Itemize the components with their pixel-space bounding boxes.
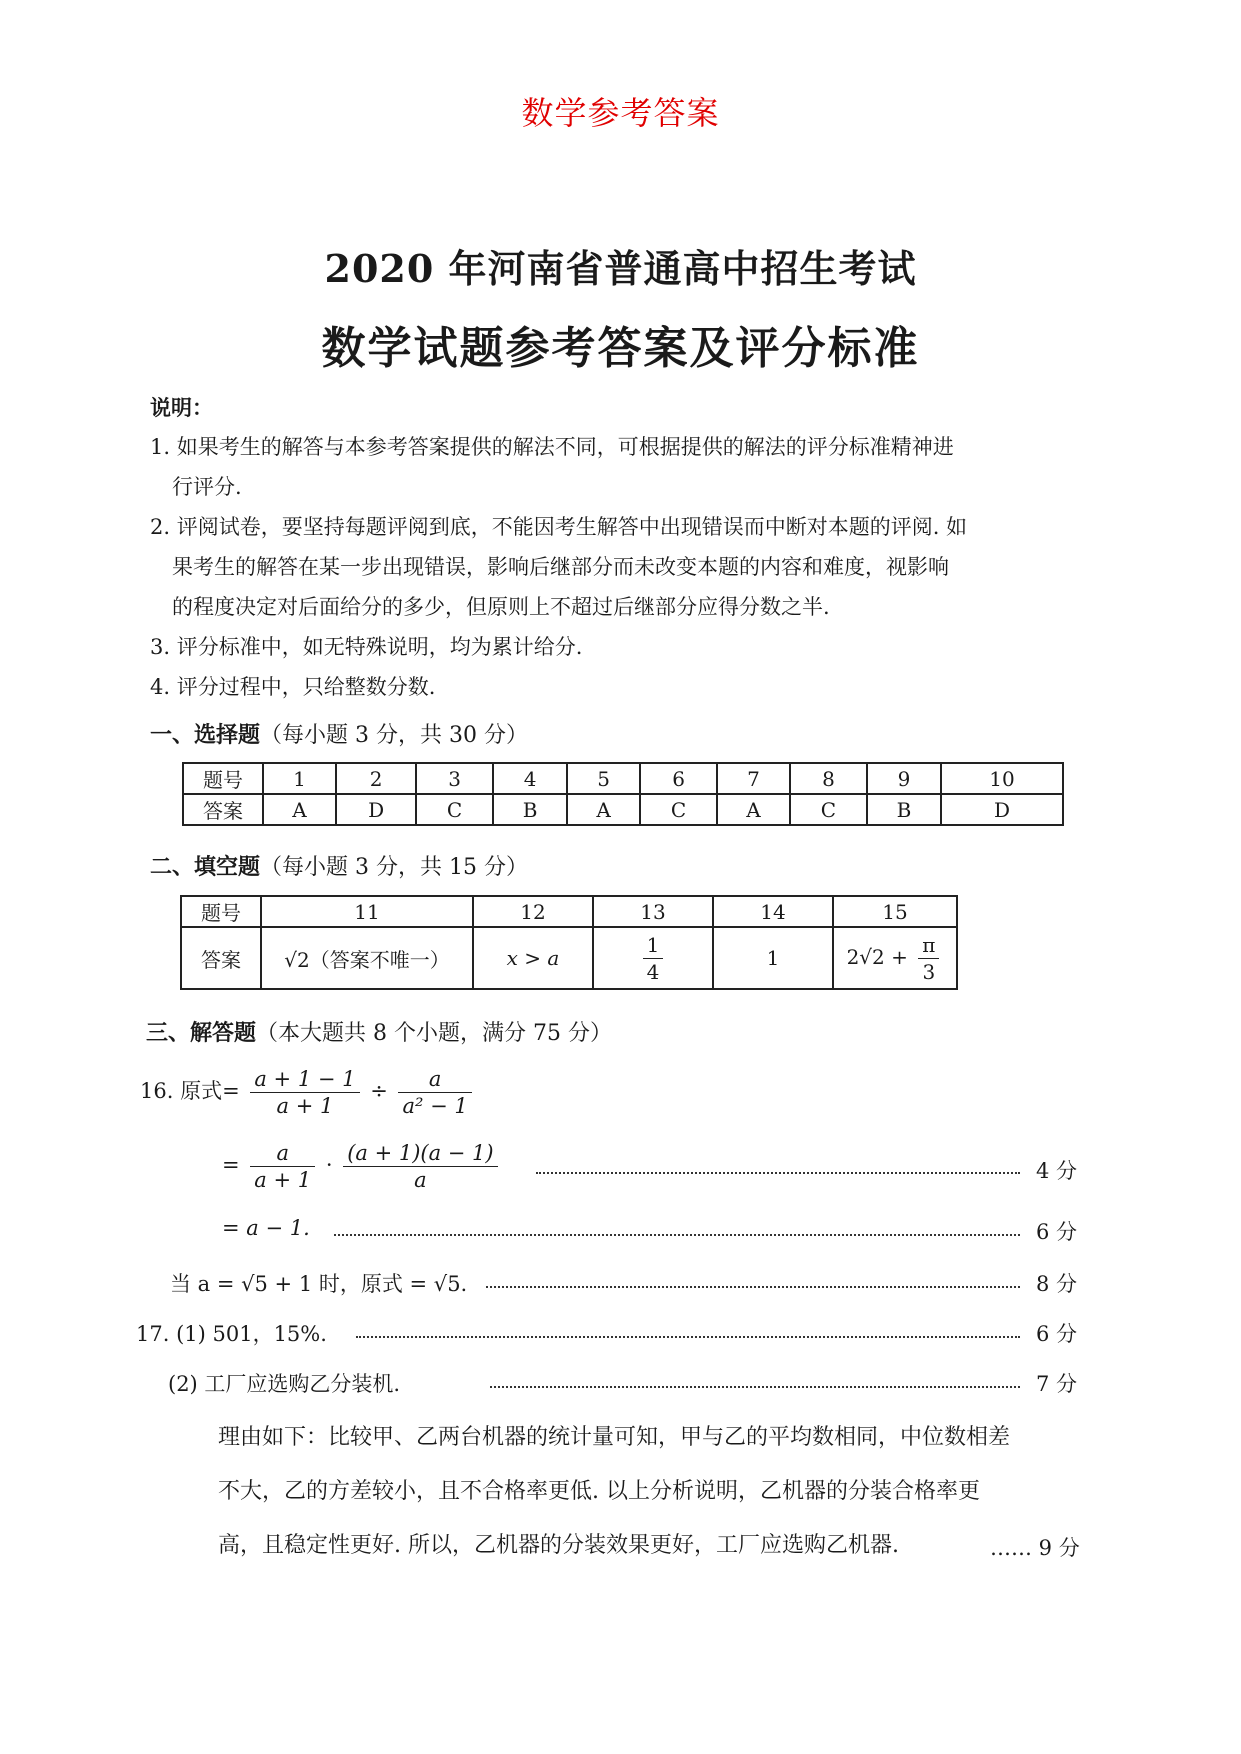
table1-number: 6	[640, 763, 717, 794]
table1-label-answer: 答案	[183, 794, 263, 825]
page-header-title: 数学参考答案	[521, 94, 720, 132]
table1-answer: A	[263, 794, 336, 825]
table1-number: 7	[717, 763, 790, 794]
fraction	[250, 1140, 315, 1193]
q16-line3: = a − 1.	[222, 1216, 310, 1240]
fraction-numerator: (a + 1)(a − 1)	[343, 1140, 497, 1167]
table1-answer: A	[567, 794, 640, 825]
table1-number: 5	[567, 763, 640, 794]
table1-number: 9	[867, 763, 941, 794]
fraction	[398, 1066, 471, 1119]
table1-number: 3	[416, 763, 493, 794]
section-choice-note: （每小题 3 分，共 30 分）	[260, 723, 528, 748]
table2-number: 13	[593, 896, 713, 927]
note-2-cont: 果考生的解答在某一步出现错误，影响后继部分而未改变本题的内容和难度，视影响	[172, 555, 949, 579]
section-fill-heading	[150, 850, 528, 881]
q16-score-3: 8 分	[1036, 1272, 1078, 1296]
q16-line2	[222, 1140, 502, 1193]
q17-reason-2: 不大，乙的方差较小，且不合格率更低. 以上分析说明，乙机器的分装合格率更	[218, 1479, 980, 1504]
table1-number: 4	[493, 763, 567, 794]
table1-answer: D	[941, 794, 1063, 825]
dot-leader	[334, 1234, 1020, 1236]
table2-answer-14: 1	[713, 927, 833, 989]
fraction	[643, 932, 664, 985]
table1-answer: C	[790, 794, 867, 825]
table2-number: 12	[473, 896, 593, 927]
fill-answer-table	[180, 895, 958, 990]
table2-label-answer: 答案	[181, 927, 261, 989]
section-solution-note: （本大题共 8 个小题，满分 75 分）	[256, 1021, 612, 1046]
q17-part1: 17. (1) 501，15%.	[136, 1322, 327, 1346]
q17-reason-1: 理由如下：比较甲、乙两台机器的统计量可知，甲与乙的平均数相同，中位数相差	[218, 1425, 1011, 1450]
fraction	[343, 1140, 497, 1193]
table1-number: 10	[941, 763, 1063, 794]
section-fill-title: 二、填空题	[150, 854, 261, 880]
note-3: 3. 评分标准中，如无特殊说明，均为累计给分.	[150, 635, 583, 659]
section-solution-heading	[146, 1016, 612, 1047]
section-choice-title: 一、选择题	[150, 722, 261, 748]
q16-score-2: 6 分	[1036, 1220, 1078, 1244]
fraction-numerator: a	[398, 1066, 471, 1093]
table2-label-number: 题号	[181, 896, 261, 927]
table1-answer: B	[493, 794, 567, 825]
q16-line1	[140, 1066, 476, 1119]
dot-leader	[486, 1286, 1020, 1288]
table2-answer-15	[833, 927, 957, 989]
note-1: 1. 如果考生的解答与本参考答案提供的解法不同，可根据提供的解法的评分标准精神进	[150, 435, 954, 459]
fraction-denominator: 3	[922, 959, 936, 984]
q17-score-2: 7 分	[1036, 1372, 1078, 1396]
fraction-denominator: a + 1	[254, 1168, 312, 1192]
table1-answer: D	[336, 794, 416, 825]
note-2-cont2: 的程度决定对后面给分的多少，但原则上不超过后继部分应得分数之半.	[172, 595, 830, 619]
table1-answer: C	[640, 794, 717, 825]
table1-answer: C	[416, 794, 493, 825]
q17-part2: (2) 工厂应选购乙分装机.	[168, 1372, 401, 1396]
answer-key-title: 数学试题参考答案及评分标准	[321, 323, 920, 374]
fraction-numerator: a + 1 − 1	[250, 1066, 359, 1093]
table2-answer-11: √2（答案不唯一）	[261, 927, 473, 989]
table2-number: 15	[833, 896, 957, 927]
fraction	[918, 932, 939, 985]
note-2: 2. 评阅试卷，要坚持每题评阅到底，不能因考生解答中出现错误而中断对本题的评阅. 如	[150, 515, 968, 539]
multiply-dot: ·	[325, 1153, 333, 1177]
fraction-numerator: 1	[643, 932, 664, 959]
table1-number: 2	[336, 763, 416, 794]
table1-number: 8	[790, 763, 867, 794]
equals-sign: =	[222, 1153, 240, 1177]
fraction-denominator: a² − 1	[402, 1094, 468, 1118]
notes-heading: 说明：	[150, 395, 213, 420]
fraction	[250, 1066, 359, 1119]
dot-leader	[356, 1336, 1020, 1338]
choice-answer-table	[182, 762, 1064, 826]
section-choice-heading	[150, 718, 528, 749]
exam-title: 2020 年河南省普通高中招生考试	[324, 246, 917, 291]
table1-answer: A	[717, 794, 790, 825]
q17-score-3: …… 9 分	[990, 1536, 1080, 1560]
dot-leader	[490, 1386, 1020, 1388]
q16-line4: 当 a = √5 + 1 时，原式 = √5.	[170, 1272, 468, 1296]
q17-score-1: 6 分	[1036, 1322, 1078, 1346]
fraction-denominator: 4	[646, 959, 660, 984]
table1-label-number: 题号	[183, 763, 263, 794]
answer-15-prefix: 2√2 +	[846, 944, 908, 969]
table2-answer-12: x > a	[473, 927, 593, 989]
section-solution-title: 三、解答题	[146, 1020, 257, 1046]
section-fill-note: （每小题 3 分，共 15 分）	[260, 855, 528, 880]
q17-reason-3: 高，且稳定性更好. 所以，乙机器的分装效果更好，工厂应选购乙机器.	[218, 1533, 899, 1558]
table2-answer-13	[593, 927, 713, 989]
q16-score-1: 4 分	[1036, 1159, 1078, 1183]
note-4: 4. 评分过程中，只给整数分数.	[150, 675, 436, 699]
fraction-denominator: a	[414, 1168, 427, 1192]
dot-leader	[536, 1172, 1020, 1174]
table1-number: 1	[263, 763, 336, 794]
fraction-denominator: a + 1	[276, 1094, 334, 1118]
note-1-cont: 行评分.	[172, 475, 242, 499]
table2-number: 14	[713, 896, 833, 927]
divide-sign: ÷	[370, 1079, 388, 1103]
fraction-numerator: a	[250, 1140, 315, 1167]
fraction-numerator: π	[918, 932, 939, 959]
table2-number: 11	[261, 896, 473, 927]
table1-answer: B	[867, 794, 941, 825]
q16-label: 16. 原式=	[140, 1079, 240, 1103]
